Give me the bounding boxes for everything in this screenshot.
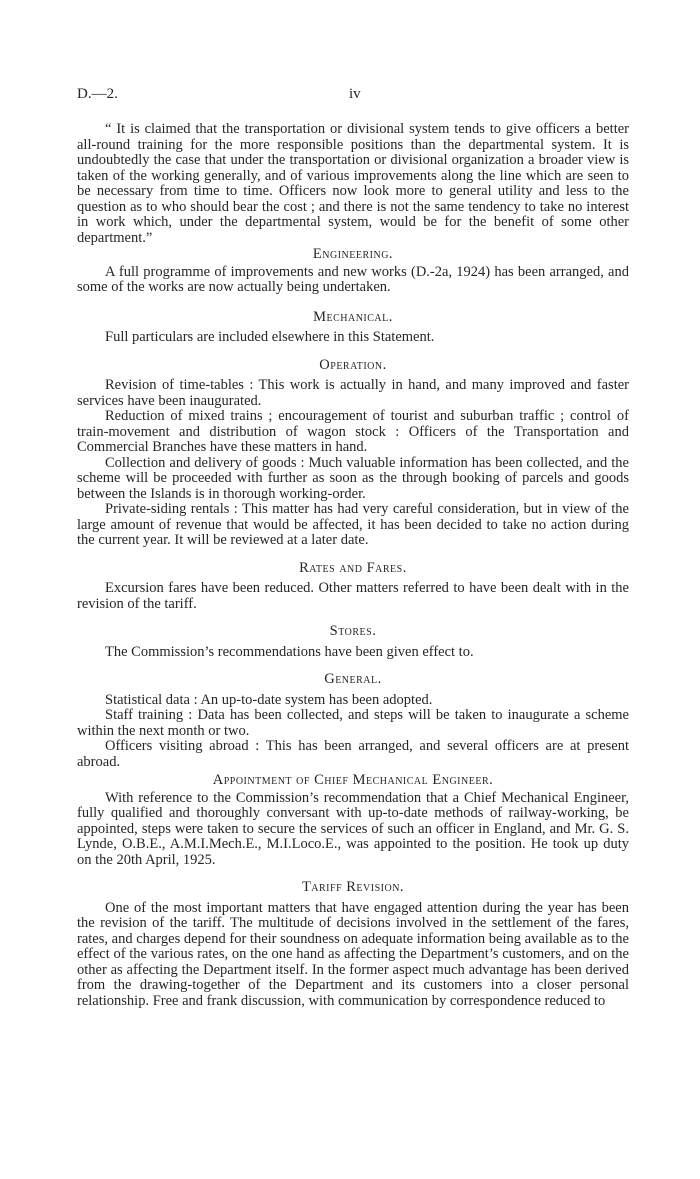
appointment-paragraph: With reference to the Commission’s recommendation that a Chief Mechanical Engineer, fully qualified and thoroughly conversant with up-to-date methods of railway-working, be appointed, steps were taken to secure the services of such an officer in England, and Mr. G. S. Lynde, O.B.E., A.M.I.Mech.E., M.I.Loco.E., was appointed to the position. He took up duty on the 20th April, 1925.	[77, 789, 629, 868]
document-body	[77, 122, 629, 1009]
general-paragraph-3: Officers visiting abroad : This has been arranged, and several officers are at present abroad.	[77, 738, 629, 770]
general-paragraph-2: Staff training : Data has been collected, and steps will be taken to inaugurate a scheme within the next month or two.	[77, 707, 629, 739]
heading-rates-and-fares: Rates and Fares.	[299, 559, 407, 576]
mechanical-paragraph: Full particulars are included elsewhere in this Statement.	[105, 329, 435, 345]
tariff-paragraph: One of the most important matters that have engaged attention during the year has been the revision of the tariff. The multitude of decisions involved in the settlement of the fares, rates, and charges depend for their soundness on adequate information being available as to the effect of the various rates, on the one hand as affecting the Department’s customers, and on the other as affecting the Department itself. In the former aspect much advantage has been derived from the drawing-together of the Department and its customers into a closer personal relationship. Free and frank discussion, with communication by correspondence reduced to	[77, 899, 629, 1009]
operation-paragraph-2: Reduction of mixed trains ; encouragement of tourist and suburban traffic ; control of train-movement and distribution of wagon stock : Officers of the Transportation and Commercial Branches have these matters in hand.	[77, 408, 629, 455]
heading-stores: Stores.	[329, 623, 377, 639]
quote-paragraph: “ It is claimed that the transportation or divisional system tends to give officers a better all-round training for the more responsible positions than the departmental system. It is undoubtedly the case that under the transportation or divisional organization a broader view is taken of the working generally, and of various improvements along the line which are seen to be necessary from time to time. Officers now look more to general utility and less to the question as to who should bear the cost ; and there is not the same tendency to take no interest in work which, under the departmental system, would be for the benefit of some other department.”	[77, 121, 629, 246]
operation-paragraph-4: Private-siding rentals : This matter has had very careful consideration, but in view of the large amount of revenue that would be affected, it has been decided to take no action during the current year. It will be reviewed at a later date.	[77, 501, 629, 548]
heading-tariff-revision: Tariff Revision.	[301, 879, 405, 895]
document-reference: D.—2.	[77, 86, 118, 102]
heading-general: General.	[324, 671, 382, 687]
heading-mechanical: Mechanical.	[313, 308, 393, 325]
page-number: iv	[349, 86, 361, 102]
rates-paragraph: Excursion fares have been reduced. Other matters referred to have been dealt with in the revision of the tariff.	[77, 580, 629, 612]
general-paragraph-1: Statistical data : An up-to-date system has been adopted.	[105, 691, 433, 708]
stores-paragraph: The Commission’s recommendations have been given effect to.	[105, 643, 474, 660]
heading-appointment: Appointment of Chief Mechanical Engineer.	[212, 772, 494, 788]
operation-paragraph-3: Collection and delivery of goods : Much valuable information has been collected, and the scheme will be proceeded with further as soon as the through booking of parcels and goods between the Islands is in thorough working-order.	[77, 454, 629, 502]
operation-paragraph-1: Revision of time-tables : This work is actually in hand, and many improved and faster services have been inaugurated.	[77, 377, 629, 409]
engineering-paragraph: A full programme of improvements and new works (D.-2a, 1924) has been arranged, and some of the works are now actually being undertaken.	[77, 263, 629, 295]
heading-operation: Operation.	[319, 356, 387, 373]
heading-engineering: Engineering.	[312, 246, 394, 262]
